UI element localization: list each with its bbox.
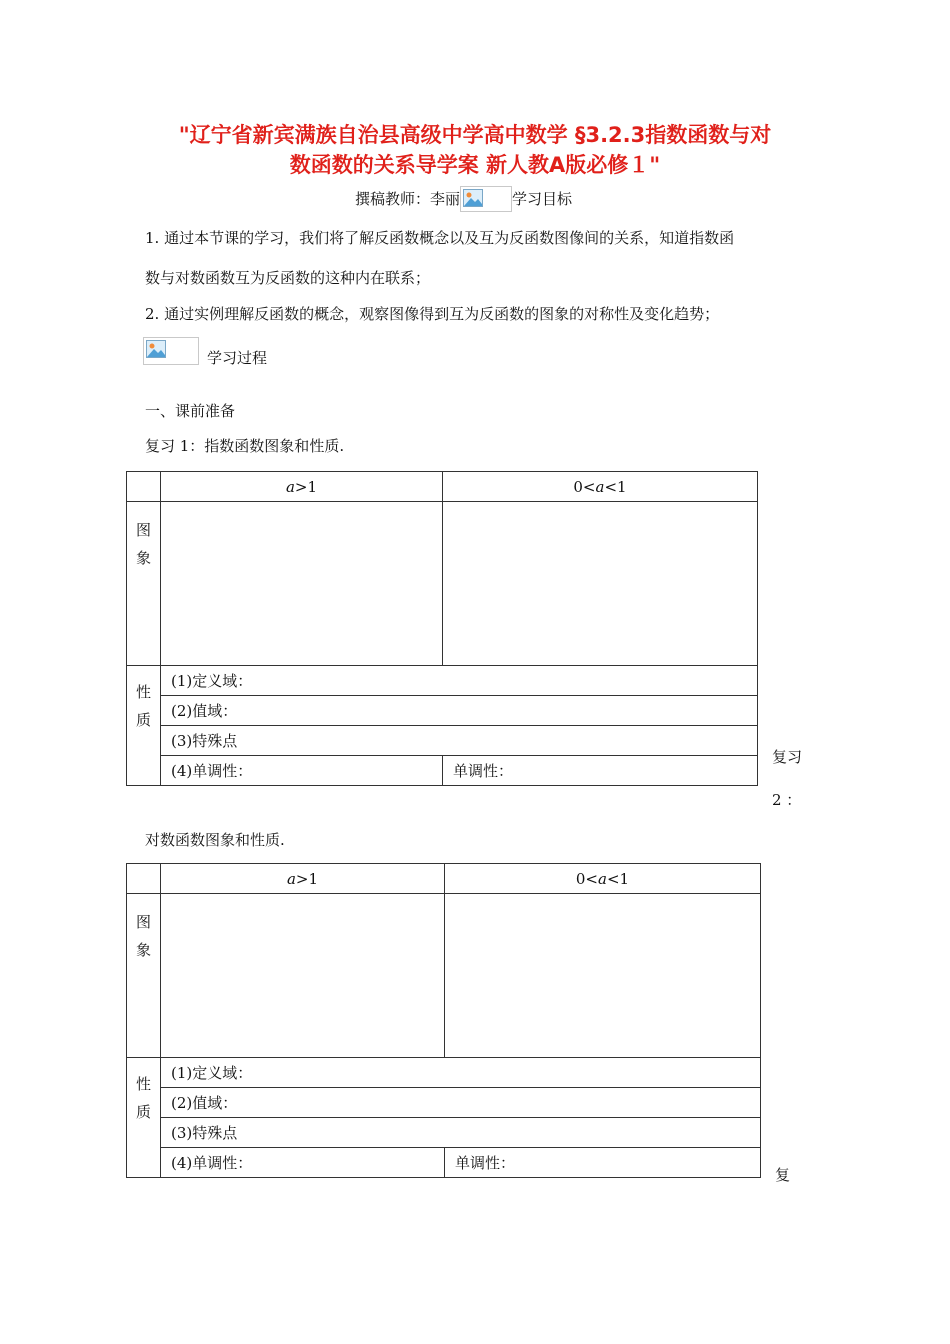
goal-1-line-1: 1. 通过本节课的学习，我们将了解反函数概念以及互为反函数图像间的关系，知道指数函 (145, 229, 735, 247)
range-cell[interactable]: (2)值域： (161, 1088, 761, 1118)
goal-2: 2. 通过实例理解反函数的概念，观察图像得到互为反函数的图象的对称性及变化趋势； (145, 305, 720, 323)
special-point-cell[interactable]: (3)特殊点 (161, 726, 758, 756)
section-1-heading: 一、课前准备 (145, 402, 236, 420)
special-point-cell[interactable]: (3)特殊点 (161, 1118, 761, 1148)
author-suffix: 学习目标 (512, 190, 573, 208)
review-2-side-part1: 复习 (772, 748, 803, 766)
title-line-2: 数函数的关系导学案 新人教A版必修１" (289, 153, 661, 177)
graph-cell-a-lt-1[interactable] (445, 894, 761, 1058)
review-2-side-part2: 2 ： (772, 791, 802, 809)
logarithmic-function-table (126, 863, 761, 1178)
domain-row (127, 666, 758, 696)
graph-row (127, 894, 761, 1058)
header-a-gt-1: a>1 (161, 472, 443, 502)
graph-row-label: 图 象 (127, 502, 161, 666)
author-prefix: 撰稿教师：李丽 (355, 190, 461, 208)
domain-row (127, 1058, 761, 1088)
header-blank-cell (127, 864, 161, 894)
property-row-label: 性 质 (127, 1058, 161, 1178)
process-heading-row (143, 337, 267, 365)
monotonicity-row (127, 756, 758, 786)
monotonicity-cell-left[interactable]: (4)单调性： (161, 1148, 445, 1178)
author-line (355, 186, 572, 212)
monotonicity-cell-right[interactable]: 单调性： (445, 1148, 761, 1178)
range-row (127, 1088, 761, 1118)
broken-image-icon (143, 337, 199, 365)
review-2-label: 对数函数图象和性质. (145, 831, 285, 849)
header-a-lt-1: 0<a<1 (443, 472, 758, 502)
header-blank-cell (127, 472, 161, 502)
range-cell[interactable]: (2)值域： (161, 696, 758, 726)
monotonicity-row (127, 1148, 761, 1178)
review-3-side: 复 (775, 1166, 791, 1184)
graph-cell-a-gt-1[interactable] (161, 502, 443, 666)
review-1-label: 复习 1：指数函数图象和性质. (145, 437, 345, 455)
goal-1-line-2: 数与对数函数互为反函数的这种内在联系； (145, 269, 431, 287)
domain-cell[interactable]: (1)定义域： (161, 666, 758, 696)
header-a-gt-1: a>1 (161, 864, 445, 894)
special-point-row (127, 1118, 761, 1148)
range-row (127, 696, 758, 726)
graph-cell-a-lt-1[interactable] (443, 502, 758, 666)
title-line-1: "辽宁省新宾满族自治县高级中学高中数学 §3.2.3指数函数与对 (178, 123, 772, 147)
exponential-function-table (126, 471, 758, 786)
broken-image-icon (460, 186, 512, 212)
header-a-lt-1: 0<a<1 (445, 864, 761, 894)
table-header-row (127, 472, 758, 502)
property-row-label: 性 质 (127, 666, 161, 786)
graph-row (127, 502, 758, 666)
monotonicity-cell-right[interactable]: 单调性： (443, 756, 758, 786)
monotonicity-cell-left[interactable]: (4)单调性： (161, 756, 443, 786)
domain-cell[interactable]: (1)定义域： (161, 1058, 761, 1088)
document-title (120, 120, 830, 180)
special-point-row (127, 726, 758, 756)
process-heading: 学习过程 (207, 349, 268, 367)
graph-cell-a-gt-1[interactable] (161, 894, 445, 1058)
graph-row-label: 图 象 (127, 894, 161, 1058)
table-header-row (127, 864, 761, 894)
